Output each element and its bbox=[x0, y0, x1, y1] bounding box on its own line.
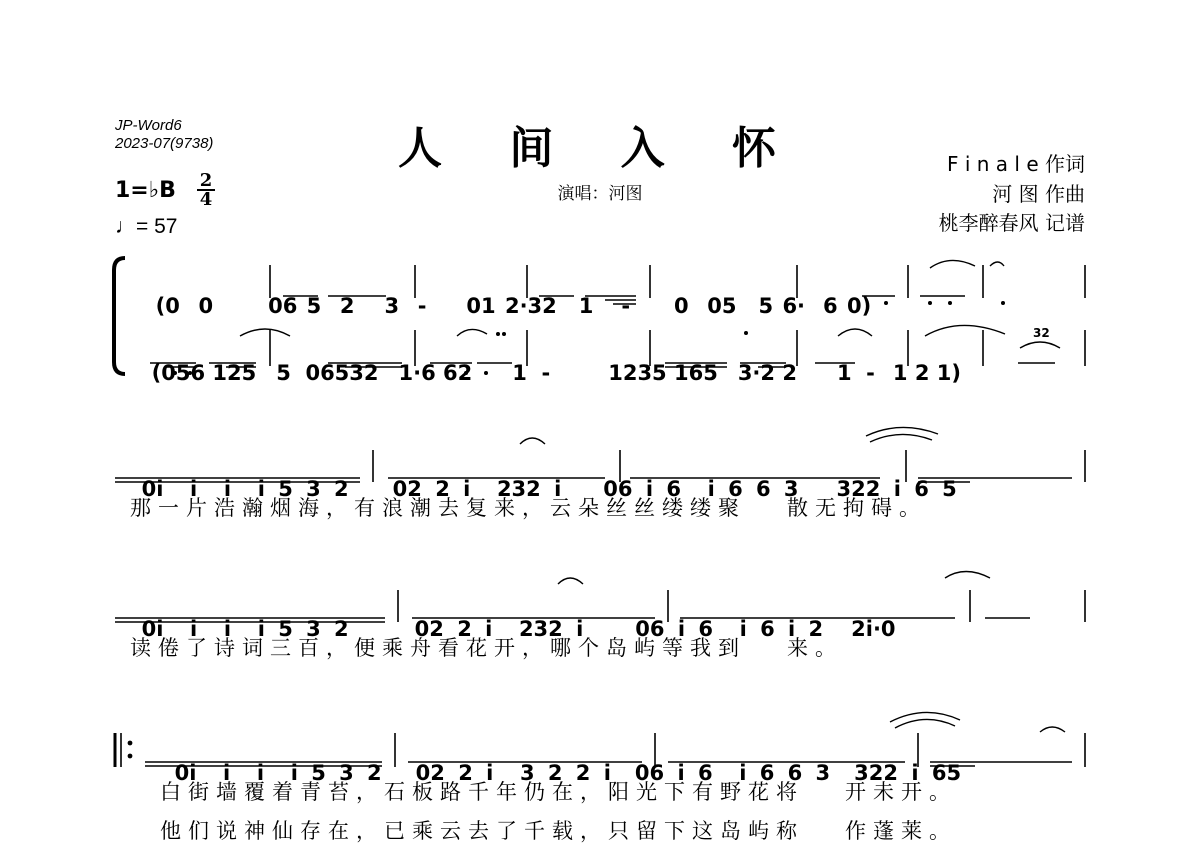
intro-upper-bar-2: 06 5 2 bbox=[268, 294, 355, 318]
intro-upper-bar-4: 01 2·32 bbox=[466, 294, 557, 318]
intro-lower-bar-2: 5 06532 bbox=[276, 361, 379, 385]
intro-upper-bar-5: 1 - bbox=[578, 294, 631, 318]
intro-lower-bar-6: 3·2 2 bbox=[737, 361, 797, 385]
intro-upper-bar-7: 5 6· bbox=[758, 294, 806, 318]
key-signature: 1=♭B bbox=[115, 178, 176, 203]
verse3-lyrics-a: 白街墙覆着青苔，石板路千年仍在，阳光下有野花将 开未开。 bbox=[160, 780, 958, 804]
intro-lower-bar-1: (056 125 bbox=[151, 361, 257, 385]
grace-note-32: 32 bbox=[1033, 326, 1050, 340]
intro-upper-bar-1: (0 0 bbox=[155, 294, 214, 318]
verse2-lyrics: 读倦了诗词三百，便乘舟看花开，哪个岛屿等我到 来。 bbox=[130, 636, 844, 660]
verse1-bar-3: 06 i 6 i 6 6 3 bbox=[603, 477, 799, 501]
intro-lower-bar-8: 1 2 1) bbox=[892, 361, 961, 385]
intro-lower-bar-3: 1·6 62 bbox=[398, 361, 473, 385]
intro-lower-bar-5: 1235 165 bbox=[608, 361, 718, 385]
intro-upper-bar-3: 3 - bbox=[384, 294, 427, 318]
verse1-bar-1: 0i i i i 5 3 2 bbox=[141, 477, 349, 501]
repeat-dots bbox=[128, 741, 133, 759]
tempo-value: = 57 bbox=[136, 215, 178, 238]
intro-upper-line bbox=[137, 270, 871, 318]
verse3-bar-4: 322 i 65 bbox=[854, 761, 962, 785]
verse2-bar-4: 2i·0 bbox=[851, 617, 896, 641]
verse1-lyrics: 那一片浩瀚烟海，有浪潮去复来，云朵丝丝缕缕聚 散无拘碍。 bbox=[130, 496, 928, 520]
composer-credit: 河 图 作曲 bbox=[992, 182, 1085, 206]
verse2-bar-1: 0i i i i 5 3 2 bbox=[141, 617, 349, 641]
system-brace bbox=[114, 258, 125, 374]
page-title: 人 间 入 怀 bbox=[398, 123, 802, 174]
verse3-lyrics-b: 他们说神仙存在，已乘云去了千载，只留下这岛屿称 作蓬莱。 bbox=[160, 819, 958, 843]
verse3-bar-1: 0i i i i 5 3 2 bbox=[174, 761, 382, 785]
quarter-note-icon: ♩ bbox=[115, 215, 136, 238]
date-code: 2023-07(9738) bbox=[115, 135, 214, 152]
lyricist-credit: F i n a l e 作词 bbox=[947, 152, 1085, 176]
verse2-bar-3: 06 i 6 i 6 i 2 bbox=[635, 617, 824, 641]
singer-credit: 演唱：河图 bbox=[557, 184, 643, 204]
intro-lower-bar-4: 1 - bbox=[512, 361, 551, 385]
intro-lower-bar-7: 1 - bbox=[836, 361, 875, 385]
intro-upper-bar-6: 0 05 bbox=[674, 294, 737, 318]
verse3-bar-2: 02 2 i 3 2 2 i bbox=[415, 761, 611, 785]
verse1-bar-2: 02 2 i 232 i bbox=[392, 477, 562, 501]
intro-upper-bar-8: 6 0) bbox=[823, 294, 872, 318]
intro-lower-line bbox=[137, 337, 961, 385]
software-stamp: JP-Word6 bbox=[115, 117, 182, 134]
transcriber-credit: 桃李醉春风 记谱 bbox=[938, 211, 1085, 235]
time-sig-top: 2 bbox=[199, 170, 213, 191]
time-sig-bottom: 4 bbox=[199, 189, 213, 210]
verse1-bar-4: 322 i 6 5 bbox=[836, 477, 957, 501]
verse3-bar-3: 06 i 6 i 6 6 3 bbox=[634, 761, 831, 785]
verse2-bar-2: 02 2 i 232 i bbox=[414, 617, 584, 641]
